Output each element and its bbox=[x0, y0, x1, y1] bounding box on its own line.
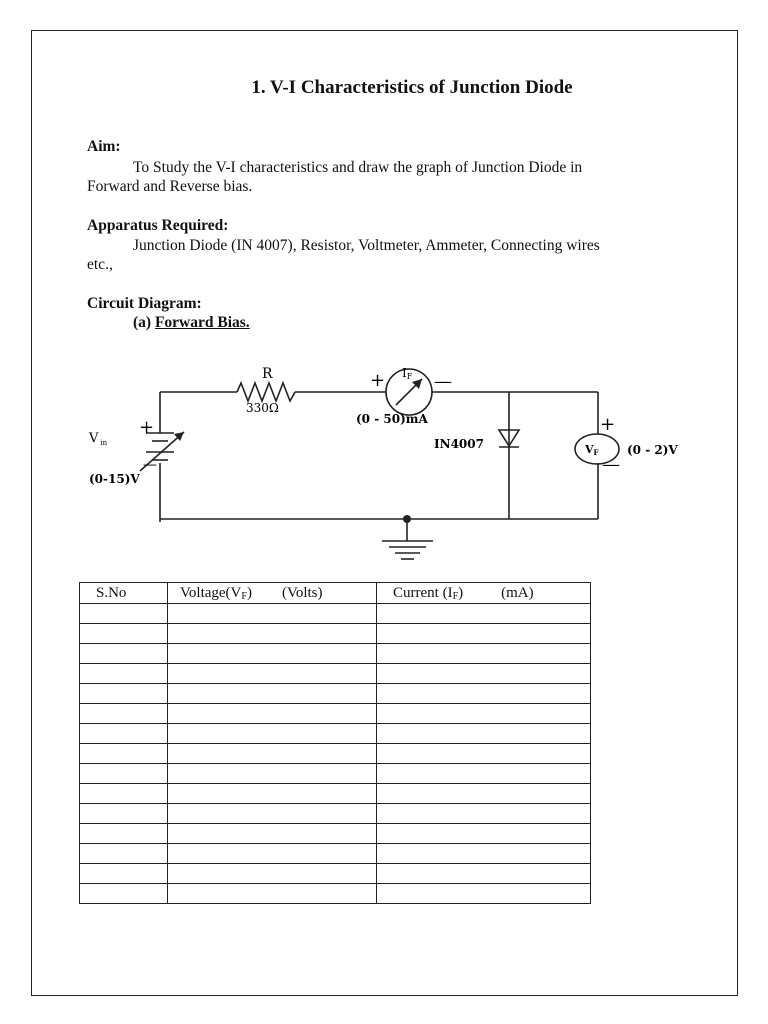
table-row bbox=[80, 864, 591, 884]
ammeter-range: (0 - 50)mA bbox=[356, 412, 428, 426]
table-row bbox=[80, 764, 591, 784]
cell-sno[interactable] bbox=[80, 884, 168, 904]
source-label-main: V bbox=[89, 431, 99, 446]
aim-heading: Aim: bbox=[87, 138, 121, 155]
cell-current[interactable] bbox=[377, 664, 591, 684]
cell-sno[interactable] bbox=[80, 604, 168, 624]
resistor-symbol bbox=[237, 383, 295, 401]
cell-sno[interactable] bbox=[80, 704, 168, 724]
apparatus-text-line1: Junction Diode (IN 4007), Resistor, Voltmeter, Ammeter, Connecting wires bbox=[133, 237, 600, 254]
ground-junction-dot bbox=[403, 515, 411, 523]
cell-sno[interactable] bbox=[80, 784, 168, 804]
diode-label: IN4007 bbox=[434, 437, 484, 451]
aim-text-line2: Forward and Reverse bias. bbox=[87, 178, 253, 195]
cell-voltage[interactable] bbox=[168, 744, 377, 764]
page-title: 1. V-I Characteristics of Junction Diode bbox=[251, 77, 573, 98]
header-voltage-unit: (Volts) bbox=[281, 584, 323, 601]
cell-sno[interactable] bbox=[80, 864, 168, 884]
table-row bbox=[80, 704, 591, 724]
cell-current[interactable] bbox=[377, 644, 591, 664]
voltmeter-plus: + bbox=[600, 414, 616, 435]
table-row bbox=[80, 844, 591, 864]
cell-sno[interactable] bbox=[80, 624, 168, 644]
cell-voltage[interactable] bbox=[168, 664, 377, 684]
table-row bbox=[80, 724, 591, 744]
source-label bbox=[88, 431, 108, 447]
table-row bbox=[80, 744, 591, 764]
source-label-sub: in bbox=[100, 439, 108, 447]
source-plus: + bbox=[139, 417, 155, 438]
cell-voltage[interactable] bbox=[168, 724, 377, 744]
cell-voltage[interactable] bbox=[168, 764, 377, 784]
cell-voltage[interactable] bbox=[168, 804, 377, 824]
cell-current[interactable] bbox=[377, 704, 591, 724]
header-current-sub: F bbox=[452, 590, 459, 602]
cell-current[interactable] bbox=[377, 604, 591, 624]
cell-voltage[interactable] bbox=[168, 624, 377, 644]
cell-voltage[interactable] bbox=[168, 884, 377, 904]
header-current-main: Current (I bbox=[393, 584, 453, 601]
cell-sno[interactable] bbox=[80, 684, 168, 704]
ammeter-minus: — bbox=[434, 371, 452, 392]
header-current bbox=[377, 583, 591, 604]
cell-current[interactable] bbox=[377, 824, 591, 844]
table-row bbox=[80, 824, 591, 844]
voltmeter-symbol-main: V bbox=[585, 443, 594, 456]
cell-sno[interactable] bbox=[80, 644, 168, 664]
source-range: (0-15)V bbox=[89, 472, 140, 486]
cell-voltage[interactable] bbox=[168, 684, 377, 704]
cell-current[interactable] bbox=[377, 744, 591, 764]
cell-voltage[interactable] bbox=[168, 784, 377, 804]
cell-sno[interactable] bbox=[80, 824, 168, 844]
header-voltage bbox=[168, 583, 377, 604]
header-sno: S.No bbox=[80, 583, 168, 604]
table-row bbox=[80, 624, 591, 644]
header-voltage-sub: F bbox=[241, 590, 247, 602]
cell-sno[interactable] bbox=[80, 664, 168, 684]
table-row bbox=[80, 644, 591, 664]
header-voltage-close: ) bbox=[246, 584, 252, 601]
ammeter-symbol-sub: F bbox=[406, 372, 413, 381]
voltmeter-range: (0 - 2)V bbox=[627, 443, 678, 457]
table-row bbox=[80, 804, 591, 824]
apparatus-text-line2: etc., bbox=[87, 256, 113, 273]
cell-voltage[interactable] bbox=[168, 704, 377, 724]
table-row bbox=[80, 604, 591, 624]
forward-bias-title: Forward Bias. bbox=[154, 314, 250, 331]
cell-current[interactable] bbox=[377, 684, 591, 704]
cell-current[interactable] bbox=[377, 624, 591, 644]
cell-current[interactable] bbox=[377, 784, 591, 804]
table-body bbox=[80, 604, 591, 904]
cell-current[interactable] bbox=[377, 764, 591, 784]
table-row bbox=[80, 784, 591, 804]
header-current-unit: (mA) bbox=[501, 584, 534, 601]
cell-current[interactable] bbox=[377, 804, 591, 824]
cell-sno[interactable] bbox=[80, 724, 168, 744]
cell-sno[interactable] bbox=[80, 744, 168, 764]
cell-voltage[interactable] bbox=[168, 844, 377, 864]
cell-voltage[interactable] bbox=[168, 864, 377, 884]
table-header-row bbox=[80, 583, 591, 604]
header-current-close: ) bbox=[458, 584, 464, 601]
resistor-value: 330Ω bbox=[246, 401, 279, 415]
apparatus-heading: Apparatus Required: bbox=[87, 217, 229, 234]
circuit-heading: Circuit Diagram: bbox=[87, 295, 202, 312]
ammeter-symbol-main: I bbox=[402, 366, 407, 380]
cell-current[interactable] bbox=[377, 864, 591, 884]
aim-text-line1: To Study the V-I characteristics and draw the graph of Junction Diode in bbox=[133, 159, 583, 176]
table-row bbox=[80, 664, 591, 684]
cell-sno[interactable] bbox=[80, 764, 168, 784]
cell-sno[interactable] bbox=[80, 804, 168, 824]
resistor-label: R bbox=[262, 366, 273, 382]
cell-current[interactable] bbox=[377, 844, 591, 864]
cell-voltage[interactable] bbox=[168, 604, 377, 624]
observation-table bbox=[79, 582, 591, 904]
ammeter-symbol bbox=[402, 366, 413, 381]
voltmeter-symbol-sub: F bbox=[593, 448, 599, 457]
cell-current[interactable] bbox=[377, 884, 591, 904]
table-row bbox=[80, 884, 591, 904]
source-minus: — bbox=[143, 457, 157, 473]
ammeter-plus: + bbox=[370, 370, 386, 391]
forward-bias-prefix: (a) bbox=[133, 314, 155, 331]
header-voltage-main: Voltage(V bbox=[180, 584, 242, 601]
voltmeter-minus: — bbox=[602, 454, 620, 475]
cell-sno[interactable] bbox=[80, 844, 168, 864]
cell-voltage[interactable] bbox=[168, 644, 377, 664]
cell-voltage[interactable] bbox=[168, 824, 377, 844]
voltmeter-symbol bbox=[584, 443, 599, 457]
cell-current[interactable] bbox=[377, 724, 591, 744]
table-row bbox=[80, 684, 591, 704]
